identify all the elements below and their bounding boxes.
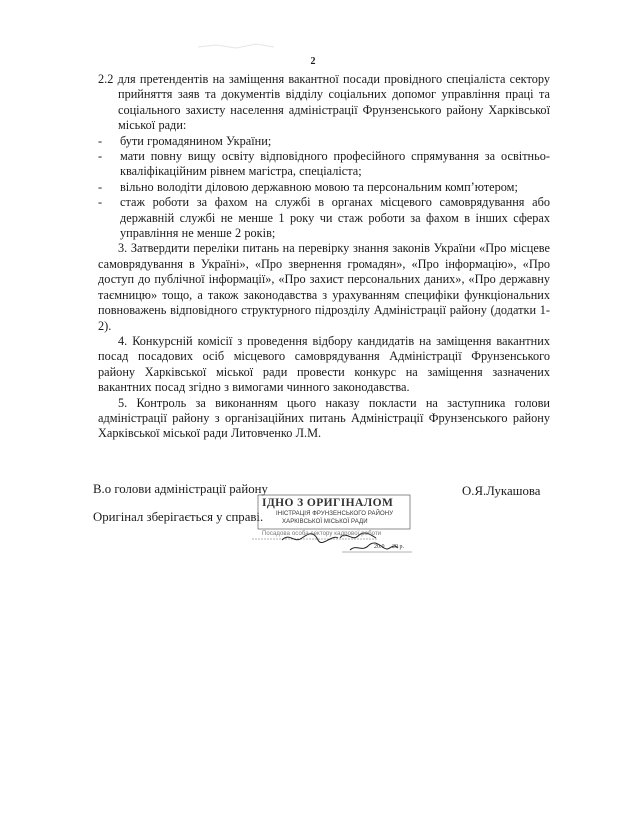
paragraph-4: 4. Конкурсній комісії з проведення відбору кандидатів на заміщення вакантних посад посадових осіб місцевого самоврядування Адміністрації Фрунзенського району Харківської міської ради провести конкурс на заміщення зазначених вакантних посад згідно з вимогами чинного законодавства.: [98, 333, 550, 395]
certification-stamp: [242, 494, 422, 560]
signatory-position: В.о голови адміністрації району: [93, 482, 268, 496]
paragraph-2-2: 2.2 для претендентів на заміщення вакантної посади провідного спеціаліста сектору прийняття заяв та документів відділу соціальних допомог управління праці та соціального захисту населення адміністрації Фрунзенського району Харківської міської ради:: [98, 72, 550, 133]
paragraph-3: 3. Затвердити переліки питань на перевірку знання законів України «Про місцеве самоврядування в Україні», «Про звернення громадян», «Про інформацію», «Про доступ до публічної інформації», «Про захист персональних даних», «Про державну таємницю» тощо, а також законодавства з урахуванням специфіки функціональних повноважень відповідного структурного підрозділу Адміністрації району (додатки 1-2).: [98, 241, 550, 333]
list-item: - стаж роботи за фахом на службі в органах місцевого самоврядування або державній службі не менше 1 року чи стаж роботи за фахом в інших сферах управління не менше 2 років;: [98, 195, 550, 241]
signatory-name: О.Я.Лукашова: [462, 484, 541, 498]
paragraph-5: 5. Контроль за виконанням цього наказу покласти на заступника голови адміністрації району з організаційних питань Адміністрації Фрунзенського району Харківської міської ради Литовченко Л.М.: [98, 395, 550, 441]
page-number: 2: [310, 56, 316, 67]
stamp-council: ХАРКІВСЬКОЇ МІСЬКОЇ РАДИ: [282, 519, 368, 525]
list-item: - мати повну вищу освіту відповідного професійного спрямування за освітньо-кваліфікаційним рівнем магістра, спеціаліста;: [98, 149, 550, 179]
stamp-title: ІДНО З ОРИГІНАЛОМ: [262, 497, 394, 509]
original-kept-note: Оригінал зберігається у справі.: [93, 510, 264, 524]
stamp-organization: ІНІСТРАЦІЯ ФРУНЗЕНСЬКОГО РАЙОНУ: [276, 511, 394, 517]
stamp-official: Посадова особа сектору кадрової роботи: [262, 531, 382, 537]
document-body: [98, 72, 550, 442]
requirements-list: [98, 134, 550, 242]
list-item: - бути громадянином України;: [98, 133, 272, 148]
scan-smudge: [196, 42, 276, 50]
list-item: - вільно володіти діловою державною мовою та персональним комп’ютером;: [98, 179, 518, 194]
stamp-date: 20.0 20 р.: [374, 544, 404, 550]
